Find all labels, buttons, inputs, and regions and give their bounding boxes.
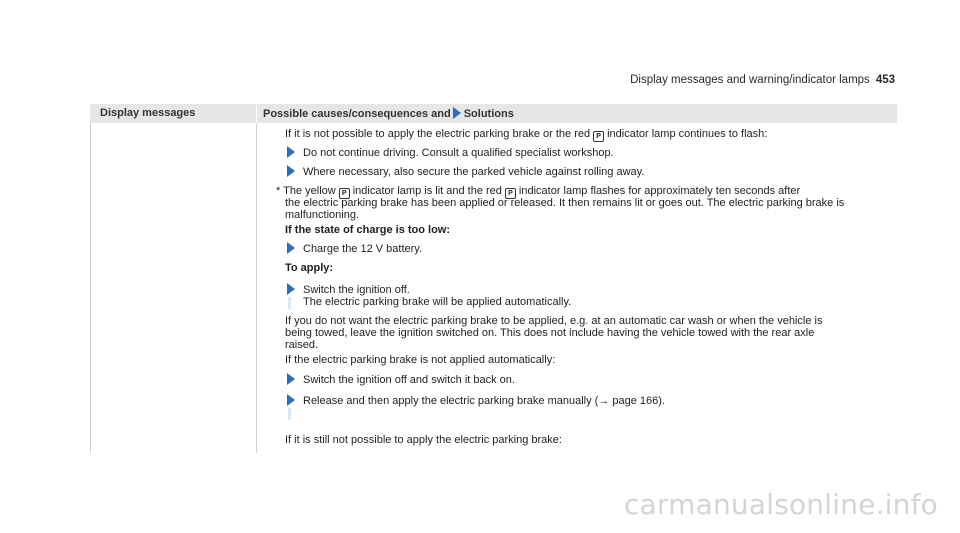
parking-brake-red-indicator-icon: P <box>505 188 516 199</box>
parking-brake-red-indicator-icon: P <box>593 131 604 142</box>
note-text-a: * The yellow <box>276 185 336 197</box>
parking-brake-yellow-indicator-icon: P <box>339 188 350 199</box>
para-not-applied: If the electric parking brake is not applied automatically: <box>285 354 556 366</box>
para-wash-line-1: If you do not want the electric parking brake to be applied, e.g. at an automatic car wash or when the vehicle is <box>285 315 823 327</box>
last-line: If it is still not possible to apply the electric parking brake: <box>285 434 562 446</box>
para-wash-line-3: raised. <box>285 339 319 351</box>
note-text-c: indicator lamp flashes for approximately ten seconds after <box>518 185 801 197</box>
intro-line <box>285 128 767 142</box>
result-marker <box>288 297 291 309</box>
step-charge-battery: Charge the 12 V battery. <box>303 243 423 255</box>
step-arrow-icon <box>287 242 295 254</box>
intro-text-a: If it is not possible to apply the electric parking brake or the red <box>285 128 591 140</box>
col-solutions-label: Solutions <box>463 108 514 120</box>
watermark-text: carmanualsonline.info <box>623 488 938 521</box>
step-ignition-off: Switch the ignition off. <box>303 284 410 296</box>
step-secure-vehicle: Where necessary, also secure the parked vehicle against rolling away. <box>303 166 645 178</box>
note-text-b: indicator lamp is lit and the red <box>352 185 502 197</box>
step-do-not-drive: Do not continue driving. Consult a qualified specialist workshop. <box>303 147 614 159</box>
section-title: Display messages and warning/indicator lamps <box>630 74 870 86</box>
heading-to-apply: To apply: <box>285 262 334 274</box>
para-wash-line-2: being towed, leave the ignition switched on. This does not include having the vehicle towed with the rear axle <box>285 327 815 339</box>
step-restart-ignition: Switch the ignition off and switch it back on. <box>303 374 515 386</box>
intro-text-b: indicator lamp continues to flash: <box>607 128 768 140</box>
col-display-messages-header: Display messages <box>100 107 196 119</box>
step-arrow-icon <box>287 373 295 385</box>
note-line-2: the electric parking brake has been applied or released. It then remains lit or goes out. The electric parking brake is <box>285 197 845 209</box>
step-apply-manually: Release and then apply the electric parking brake manually (→ page 166). <box>303 395 665 407</box>
col-causes-label: Possible causes/consequences and <box>263 108 451 120</box>
step-arrow-icon <box>287 283 295 295</box>
step-arrow-icon <box>287 394 295 406</box>
result-applied-automatically: The electric parking brake will be applied automatically. <box>303 296 572 308</box>
page-number: 453 <box>875 74 895 86</box>
step-arrow-icon <box>287 165 295 177</box>
step-arrow-icon <box>287 146 295 158</box>
result-marker <box>288 408 291 420</box>
note-line-3: malfunctioning. <box>285 209 359 221</box>
heading-charge-low: If the state of charge is too low: <box>285 224 451 236</box>
